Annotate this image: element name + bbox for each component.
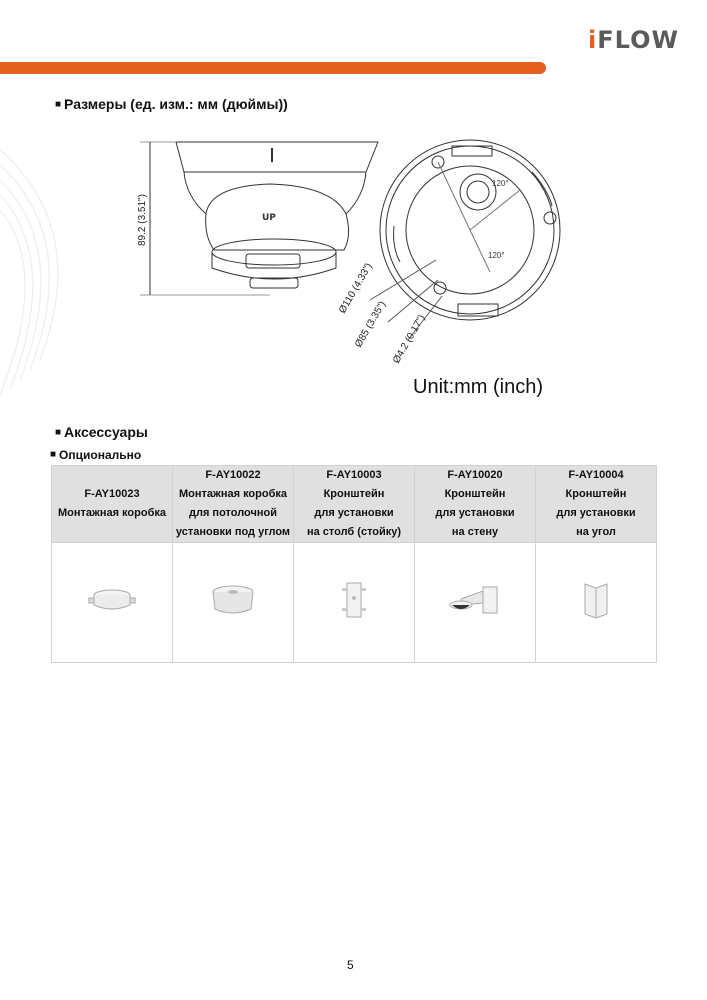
accessories-header-row <box>52 466 657 543</box>
dimension-drawing <box>0 0 707 420</box>
accessory-image-cell <box>536 543 657 663</box>
page-number: 5 <box>347 958 354 972</box>
accessories-image-row <box>52 543 657 663</box>
accessory-desc: для установки <box>314 507 394 519</box>
accessory-desc: Кронштейн <box>444 488 506 500</box>
accessory-image-cell <box>294 543 415 663</box>
accessory-image-cell <box>415 543 536 663</box>
accessory-image-cell <box>52 543 173 663</box>
accessory-image-cell <box>172 543 293 663</box>
accessory-cell <box>294 466 415 543</box>
angle-label-1: 120° <box>492 179 509 188</box>
inclined-junction-box-icon <box>208 583 258 617</box>
accessories-heading: ■ Аксессуары <box>55 424 148 440</box>
camera-side-view <box>140 142 378 295</box>
accessory-model: F-AY10023 <box>84 488 140 500</box>
camera-top-view <box>370 140 560 340</box>
accessory-desc: Кронштейн <box>323 488 385 500</box>
accessory-desc: Монтажная коробка <box>57 507 166 519</box>
optional-subheading: ■ Опционально <box>50 448 142 462</box>
junction-box-icon <box>87 585 137 615</box>
accessory-desc: на угол <box>576 526 616 538</box>
accessory-cell <box>172 466 293 543</box>
accessory-desc: для установки <box>556 507 636 519</box>
accessory-desc: для потолочной <box>188 507 278 519</box>
dia-110-label: Ø110 (4.33") <box>337 261 375 316</box>
accessory-model: F-AY10022 <box>205 469 261 481</box>
corner-mount-icon <box>581 580 611 620</box>
angle-label-2: 120° <box>488 251 505 260</box>
accessory-desc: на стену <box>451 526 499 538</box>
accessory-desc: Монтажная коробка <box>179 488 288 500</box>
pole-mount-icon <box>339 580 369 620</box>
dimensions-heading: ■ Размеры (ед. изм.: мм (дюймы)) <box>55 96 288 112</box>
flow-logo: iFLOW <box>588 26 679 54</box>
accessory-model: F-AY10020 <box>447 469 503 481</box>
dia-4-2-label: Ø4.2 (0.17") <box>391 313 428 366</box>
accessory-desc: на столб (стойку) <box>306 526 402 538</box>
accessories-table <box>51 465 657 663</box>
accessory-desc: Кронштейн <box>565 488 627 500</box>
up-mark-label: UP <box>262 213 276 223</box>
accessory-desc: для установки <box>435 507 515 519</box>
accessory-model: F-AY10003 <box>326 469 382 481</box>
accessory-cell <box>536 466 657 543</box>
dia-85-label: Ø85 (3.35") <box>353 299 389 350</box>
accessory-cell <box>415 466 536 543</box>
accessory-desc: установки под углом <box>175 526 291 538</box>
accessory-cell <box>52 466 173 543</box>
wall-mount-icon <box>447 583 503 617</box>
height-dimension-label: 89.2 (3.51") <box>137 194 148 246</box>
unit-label: Unit:mm (inch) <box>413 376 544 398</box>
accessory-model: F-AY10004 <box>568 469 624 481</box>
